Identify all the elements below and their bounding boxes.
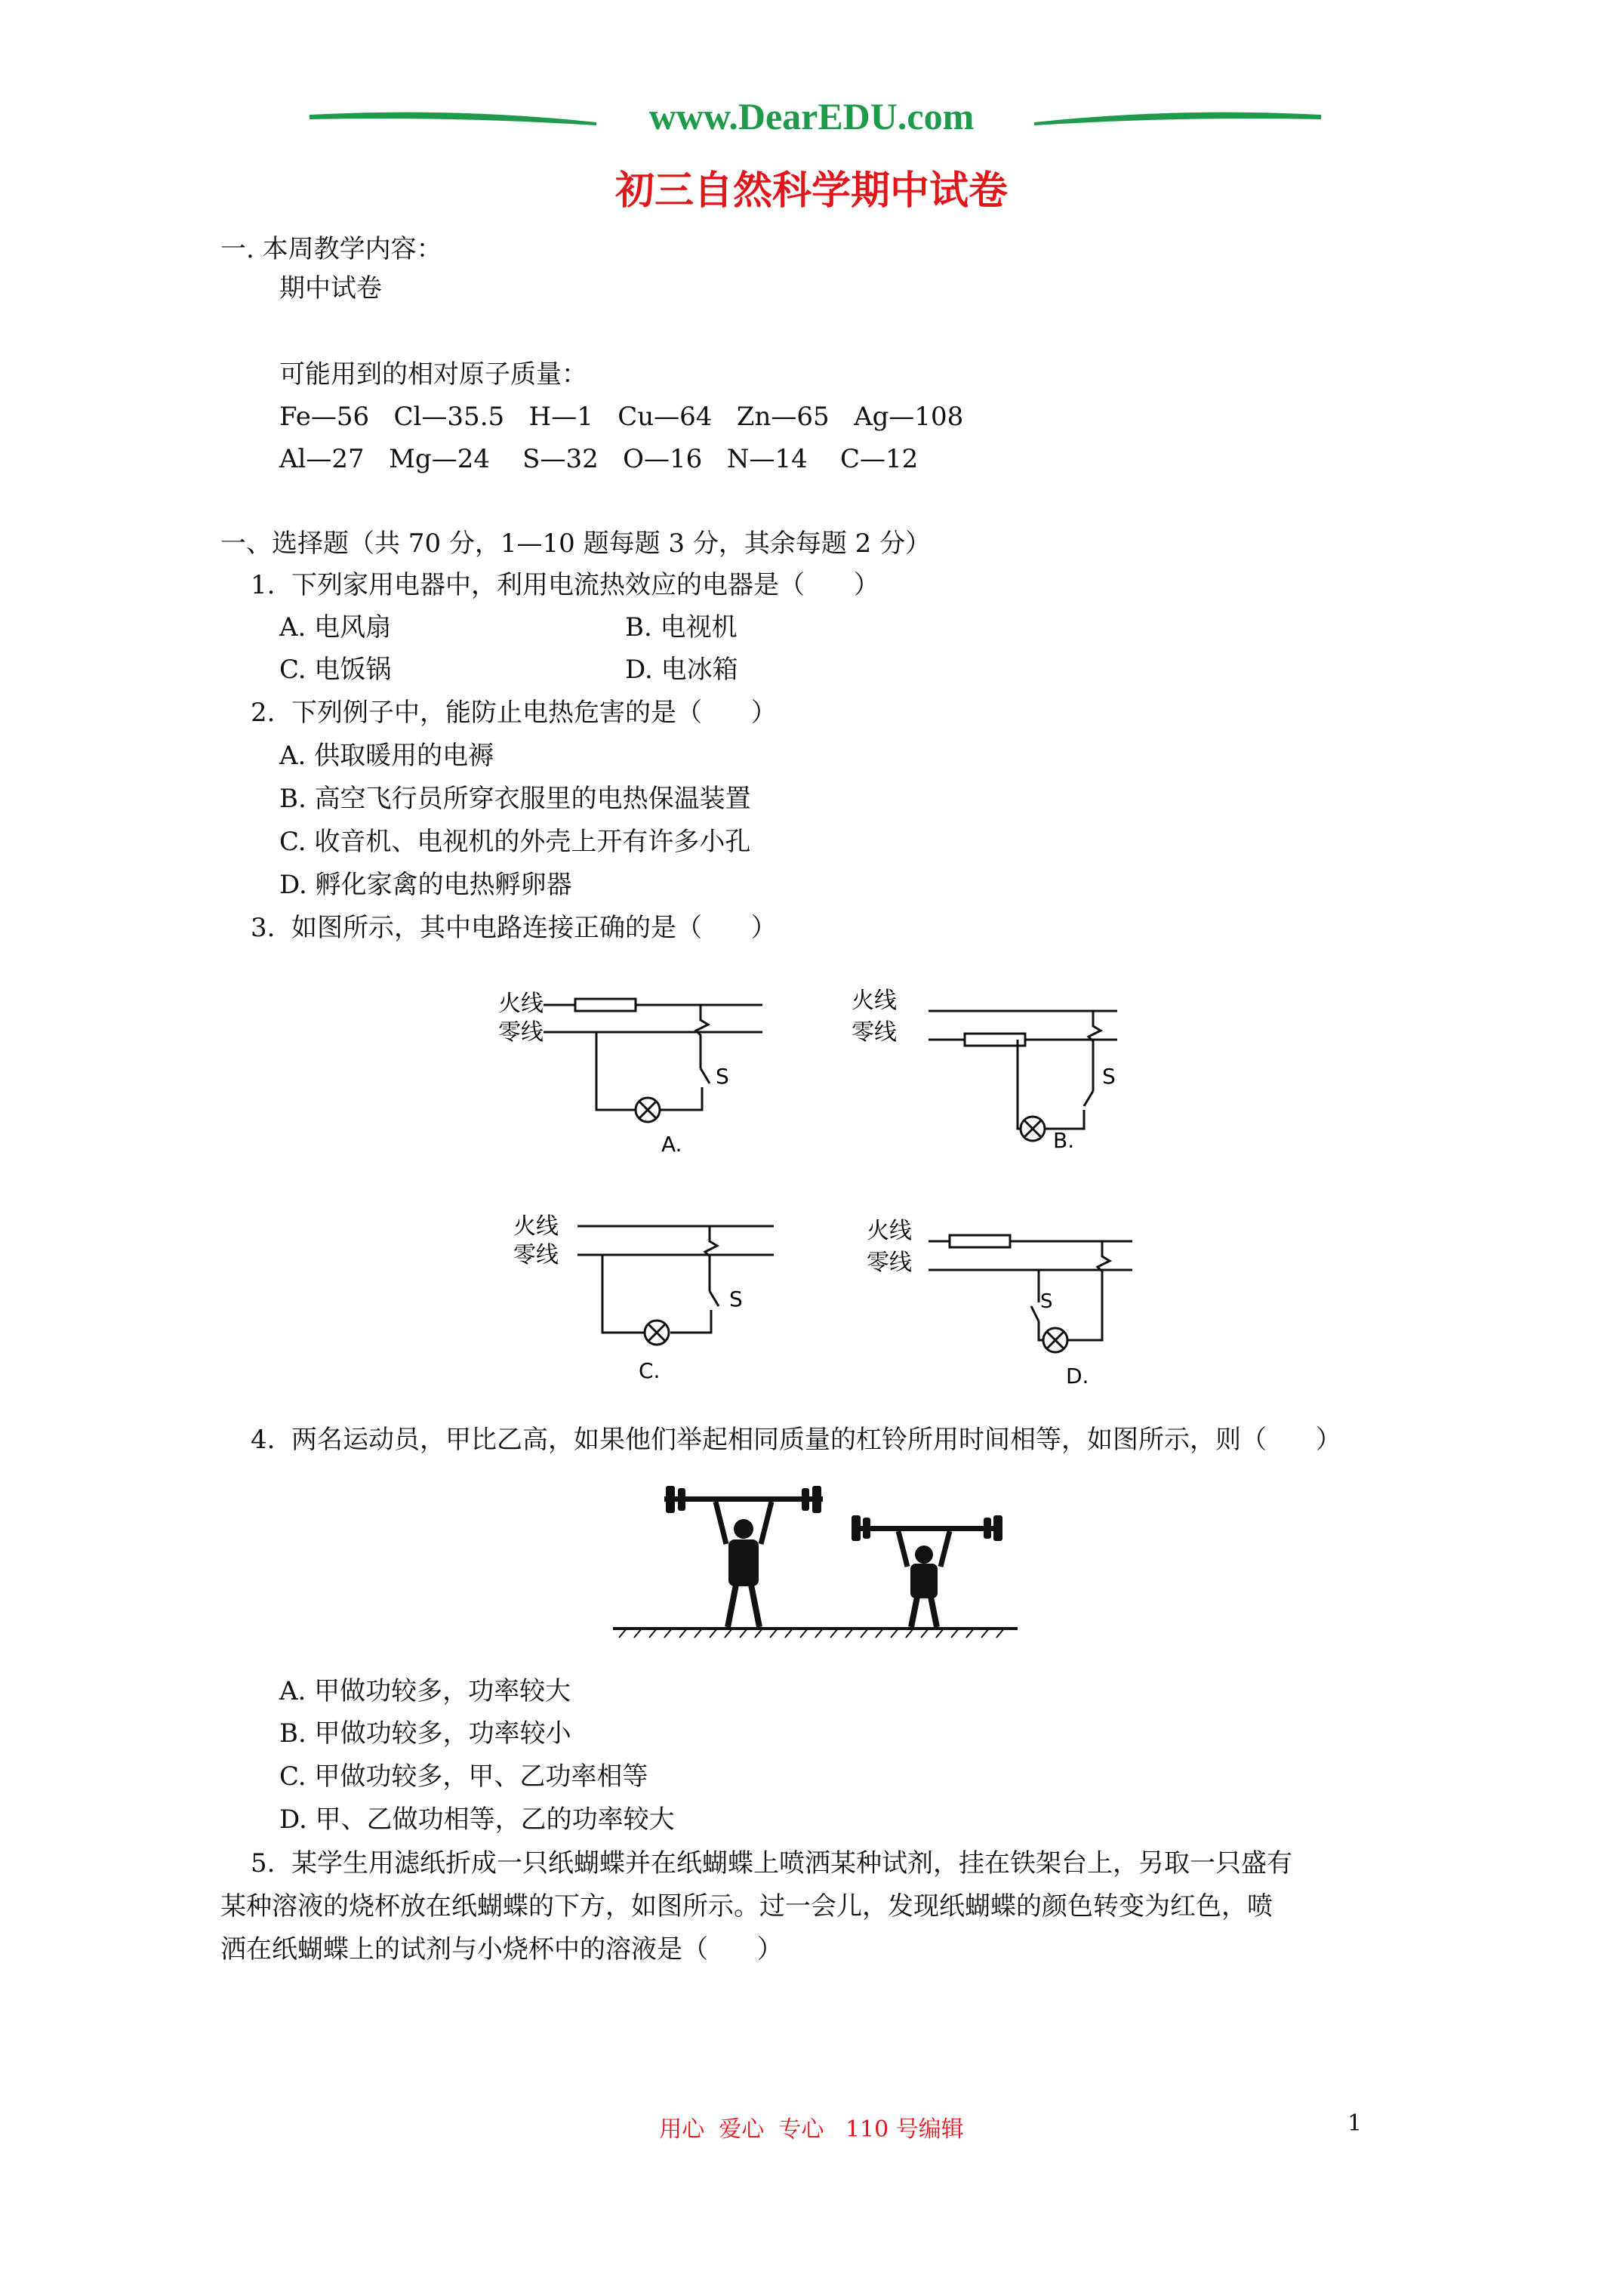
- masses-line-1: Fe—56 Cl—35.5 H—1 Cu—64 Zn—65 Ag—108: [279, 402, 964, 432]
- circuit-figure-b: [845, 978, 1132, 1174]
- circuit-c-label: C.: [639, 1358, 661, 1383]
- circuit-d-zero-label: 零线: [867, 1250, 912, 1276]
- masses-label: 可能用到的相对原子质量：: [279, 359, 587, 390]
- q4-option-a: A. 甲做功较多，功率较大: [279, 1676, 571, 1706]
- q2-option-c: C. 收音机、电视机的外壳上开有许多小孔: [279, 827, 751, 857]
- q4-option-b: B. 甲做功较多，功率较小: [279, 1718, 571, 1749]
- q2-option-a: A. 供取暖用的电褥: [279, 741, 494, 771]
- circuit-c-switch-label: S: [729, 1287, 743, 1311]
- q4-option-d: D. 甲、乙做功相等，乙的功率较大: [279, 1804, 675, 1835]
- circuit-b-zero-label: 零线: [852, 1019, 897, 1046]
- header-swoosh-right: [1034, 106, 1321, 136]
- circuit-a-switch-label: S: [716, 1064, 729, 1089]
- q1-option-a: A. 电风扇: [279, 612, 392, 643]
- site-url: www.DearEDU.com: [648, 95, 975, 137]
- q5-line-2: 某种溶液的烧杯放在纸蝴蝶的下方，如图所示。过一会儿，发现纸蝴蝶的颜色转变为红色，喷: [220, 1891, 1273, 1922]
- circuit-a-zero-label: 零线: [498, 1019, 544, 1046]
- circuit-c-fire-label: 火线: [513, 1213, 559, 1240]
- circuit-d-fire-label: 火线: [867, 1218, 912, 1244]
- circuit-d-label: D.: [1066, 1364, 1089, 1388]
- q4-stem: 4. 两名运动员，甲比乙高，如果他们举起相同质量的杠铃所用时间相等，如图所示，则（ ）: [251, 1425, 1341, 1455]
- masses-line-2: Al—27 Mg—24 S—32 O—16 N—14 C—12: [279, 444, 919, 474]
- circuit-c-zero-label: 零线: [513, 1242, 559, 1268]
- circuit-a-fire-label: 火线: [498, 991, 544, 1017]
- q2-option-b: B. 高空飞行员所穿衣服里的电热保温装置: [279, 784, 751, 814]
- circuit-figure-a: [491, 978, 778, 1174]
- q1-option-b: B. 电视机: [625, 612, 738, 643]
- lifter-tall: [664, 1486, 823, 1627]
- q5-line-1: 5. 某学生用滤纸折成一只纸蝴蝶并在纸蝴蝶上喷洒某种试剂，挂在铁架台上，另取一只盛有: [251, 1848, 1293, 1878]
- circuit-figure-c: [506, 1208, 793, 1404]
- circuit-b-fire-label: 火线: [852, 988, 897, 1014]
- weightlifters-figure: [611, 1476, 1019, 1646]
- q1-stem: 1. 下列家用电器中，利用电流热效应的电器是（ ）: [251, 570, 879, 600]
- q3-stem: 3. 如图所示，其中电路连接正确的是（ ）: [251, 913, 777, 943]
- circuit-b-switch-label: S: [1102, 1064, 1116, 1089]
- q2-option-d: D. 孵化家禽的电热孵卵器: [279, 870, 572, 900]
- circuit-a-label: A.: [661, 1132, 682, 1157]
- intro-content: 期中试卷: [279, 273, 382, 304]
- q1-option-c: C. 电饭锅: [279, 655, 392, 685]
- footer-text: 用心 爱心 专心 110 号编辑: [659, 2116, 964, 2143]
- page-title: 初三自然科学期中试卷: [614, 168, 1008, 214]
- circuit-b-label: B.: [1053, 1128, 1075, 1153]
- lifter-short: [852, 1515, 1002, 1627]
- circuit-figure-d: [861, 1208, 1147, 1404]
- page-number: 1: [1347, 2110, 1363, 2137]
- q4-option-c: C. 甲做功较多，甲、乙功率相等: [279, 1761, 648, 1792]
- q1-option-d: D. 电冰箱: [625, 655, 738, 685]
- q5-line-3: 洒在纸蝴蝶上的试剂与小烧杯中的溶液是（ ）: [220, 1934, 783, 1965]
- intro-heading: 一. 本周教学内容：: [220, 234, 442, 264]
- q2-stem: 2. 下列例子中，能防止电热危害的是（ ）: [251, 698, 777, 728]
- section-heading: 一、选择题（共 70 分，1—10 题每题 3 分，其余每题 2 分）: [220, 529, 932, 559]
- circuit-d-switch-label: S: [1040, 1290, 1053, 1313]
